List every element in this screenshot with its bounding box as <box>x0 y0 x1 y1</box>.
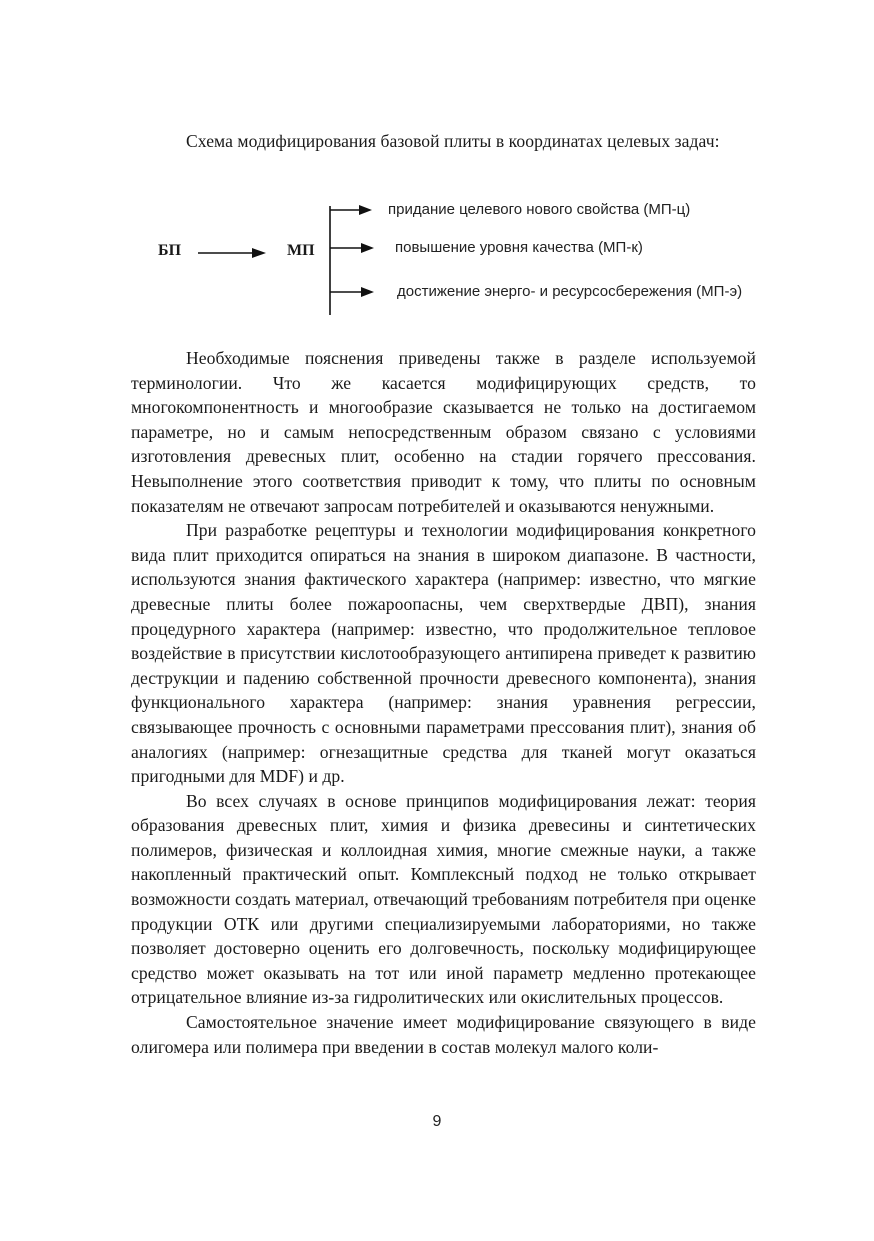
diagram-source-label: БП <box>158 242 182 259</box>
diagram-target-label: МП <box>287 242 315 259</box>
branch-label-1: придание целевого нового свойства (МП-ц) <box>388 201 691 218</box>
body-text-block <box>131 346 756 1059</box>
branch-arrowhead-3 <box>361 287 374 297</box>
intro-paragraph: Схема модифицирования базовой плиты в координатах целевых задач: <box>186 131 720 151</box>
branch-label-2: повышение уровня качества (МП-к) <box>395 239 643 256</box>
page-number: 9 <box>432 1113 442 1130</box>
bp-to-mp-arrowhead <box>252 248 266 258</box>
intro-text-block <box>131 128 756 154</box>
paragraph-1: Необходимые пояснения приведены также в разделе используемой терминологии. Что же касается модифицирующих средств, то многокомпонентность и многообразие сказывается не только на достигаемом параметре, но и самым непосредственным образом связано с условиями изготовления древесных плит, особенно на стадии горячего прессования. Невыполнение этого соответствия приводит к тому, что плиты по основным показателям не отвечают запросам потребителей и оказываются ненужными. <box>131 348 756 516</box>
modification-scheme-diagram <box>0 196 874 326</box>
branch-arrowhead-1 <box>359 205 372 215</box>
branch-arrowhead-2 <box>361 243 374 253</box>
paragraph-3: Во всех случаях в основе принципов модифицирования лежат: теория образования древесных плит, химия и физика древесины и синтетических полимеров, физическая и коллоидная химия, многие смежные науки, а также накопленный практический опыт. Комплексный подход не только открывает возможности создать материал, отвечающий требованиям потребителя при оценке продукции ОТК или другими специализируемыми лабораториями, но также позволяет достоверно оценить его долговечность, поскольку модифицирующее средство может оказывать на тот или иной параметр медленно протекающее отрицательное влияние из-за гидролитических или окислительных процессов. <box>131 790 756 1008</box>
branch-label-3: достижение энерго- и ресурсосбережения (МП-э) <box>397 283 743 300</box>
paragraph-4: Самостоятельное значение имеет модифицирование связующего в виде олигомера или полимера при введении в состав молекул малого коли- <box>131 1012 756 1057</box>
paragraph-2: При разработке рецептуры и технологии модифицирования конкретного вида плит приходится опираться на знания в широком диапазоне. В частности, используются знания фактического характера (например: известно, что мягкие древесные плиты более пожароопасны, чем сверхтвердые ДВП), знания процедурного характера (например: известно, что продолжительное тепловое воздействие в присутствии кислотообразующего антипирена приведет к развитию деструкции и падению собственной прочности древесного компонента), знания функционального характера (например: знания уравнения регрессии, связывающее прочность с основными параметрами прессования плит), знания об аналогиях (например: огнезащитные средства для тканей могут оказаться пригодными для MDF) и др. <box>131 520 756 787</box>
